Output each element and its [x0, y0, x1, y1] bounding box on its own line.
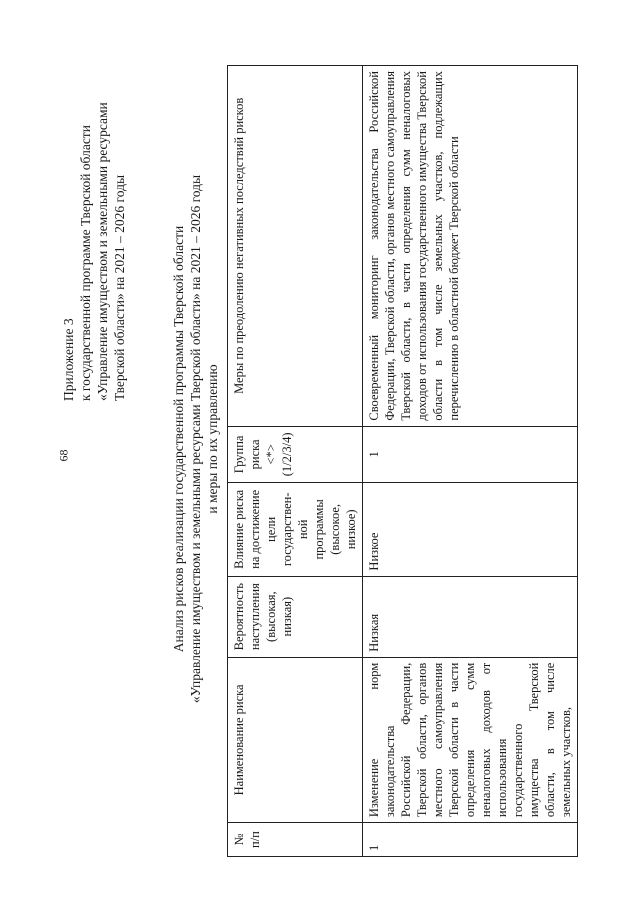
header-measures: Меры по преодолению негативных последствий рисков: [228, 66, 363, 427]
cell-measures: Своевременный мониторинг законодательства Российской Федерации, Тверской области, органов местного самоуправления Тверской области, в части определения сумм неналоговых доходов от использования государственного имущества Тверской области в том числе земельных участков, подлежащих перечислению в областной бюджет Тверской области: [363, 66, 578, 427]
table-header-row: [228, 66, 363, 857]
page-number: 68: [56, 449, 71, 462]
table-row: [363, 66, 578, 857]
cell-num: 1: [363, 823, 578, 857]
header-risk-group: Группа риска <*> (1/2/3/4): [228, 426, 363, 483]
appendix-line-1: Приложение 3: [61, 318, 76, 401]
appendix-line-2: к государственной программе Тверской области: [78, 125, 93, 401]
appendix-line-4: Тверской области» на 2021 – 2026 годы: [112, 174, 127, 401]
cell-probability: Низкая: [363, 576, 578, 657]
appendix-line-3: «Управление имуществом и земельными ресурсами: [95, 102, 110, 401]
header-probability: Вероятность наступления (высокая, низкая): [228, 576, 363, 657]
cell-risk-name: Изменение норм законодательства Российской Федерации, Тверской области, органов местного самоуправления Тверской области в части определения сумм неналоговых доходов от использования государственного имущества Тверской области, в том числе земельных участков,: [363, 657, 578, 822]
cell-risk-group: 1: [363, 426, 578, 483]
risk-analysis-table: [227, 65, 578, 857]
appendix-header: [60, 81, 128, 401]
header-impact: Влияние риска на достижение цели государствен-ной программы (высокое, низкое): [228, 483, 363, 576]
rotated-page-content: [40, 29, 600, 879]
header-num: № п/п: [228, 823, 363, 857]
cell-impact: Низкое: [363, 483, 578, 576]
title-line-1: Анализ рисков реализации государственной программы Тверской области: [171, 225, 186, 653]
title-line-3: и меры по их управлению: [205, 364, 220, 514]
title-line-2: «Управление имуществом и земельными ресурсами Тверской области» на 2021 – 2026 годы: [188, 174, 203, 704]
header-risk-name: Наименование риска: [228, 657, 363, 822]
document-title: [170, 79, 221, 799]
